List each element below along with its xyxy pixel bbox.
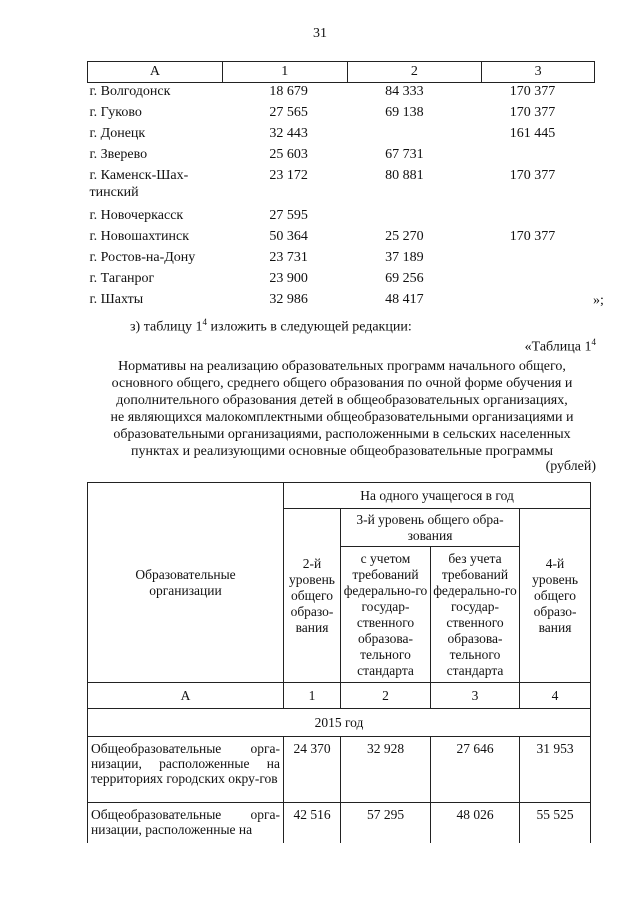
- value-col1: 18 679: [269, 84, 308, 99]
- amendment-sup: 4: [202, 317, 207, 327]
- header-level2: 2-й уровень общего образо-вания: [284, 509, 341, 683]
- header-level3: 3-й уровень общего обра-зования: [341, 509, 520, 547]
- value-col3: [482, 207, 595, 228]
- table-row: [88, 104, 595, 125]
- header-level4: 4-й уровень общего образо-вания: [520, 509, 591, 683]
- column-header: А: [88, 62, 223, 83]
- header-per-student: На одного учащегося в год: [284, 483, 591, 509]
- value-level3-without: 48 026: [431, 803, 520, 843]
- value-col3: 170 377: [509, 105, 556, 120]
- value-col1: 23 900: [269, 271, 308, 286]
- numbering-cell: 1: [284, 683, 341, 709]
- city-name: г. Донецк: [89, 126, 146, 141]
- value-col3: [482, 146, 595, 167]
- value-col2: 37 189: [385, 250, 424, 265]
- value-col1: 27 565: [269, 105, 308, 120]
- municipal-table: [87, 61, 595, 312]
- value-col3: [482, 249, 595, 270]
- table-row: [88, 803, 591, 843]
- table-row: [88, 146, 595, 167]
- city-name: г. Новочеркасск: [89, 208, 184, 223]
- numbering-cell: 3: [431, 683, 520, 709]
- value-col2: 69 256: [385, 271, 424, 286]
- table-row: [88, 207, 595, 228]
- table-row: [88, 228, 595, 249]
- heading-line: не являющихся малокомплектными общеобразовательными организациями и: [110, 410, 574, 425]
- city-name: г. Ростов-на-Дону: [89, 250, 196, 265]
- header-row: [88, 483, 591, 509]
- table-tag: [525, 337, 596, 356]
- numbering-cell: 4: [520, 683, 591, 709]
- city-name: [88, 167, 223, 207]
- value-level3-without: 27 646: [431, 737, 520, 803]
- value-col1: 32 443: [269, 126, 308, 141]
- value-col3: 170 377: [509, 229, 556, 244]
- amendment-text: [130, 317, 412, 336]
- value-col2: 48 417: [385, 292, 424, 307]
- value-col2: 67 731: [385, 147, 424, 162]
- numbering-row: [88, 683, 591, 709]
- header-level3-without-standard: без учета требований федерально-го государ-ственного образова-тельного стандарта: [431, 547, 520, 683]
- table-row: [88, 83, 595, 105]
- org-name: Общеобразовательные орга-низации, расположенные на: [88, 803, 284, 843]
- numbering-cell: 2: [341, 683, 431, 709]
- header-level3-with-standard: с учетом требований федерально-го государ-ственного образова-тельного стандарта: [341, 547, 431, 683]
- value-col3: 170 377: [509, 168, 556, 183]
- city-name-line2: тинский: [89, 185, 139, 200]
- table-row: [88, 737, 591, 803]
- heading-line: образовательными организациями, расположенными в сельских населенных: [113, 427, 571, 442]
- norms-table: [87, 482, 591, 843]
- value-col1: 25 603: [269, 147, 308, 162]
- column-header: 3: [482, 62, 595, 83]
- column-header: 2: [347, 62, 482, 83]
- table-row: [88, 291, 595, 312]
- header-org: Образовательные организации: [88, 483, 284, 683]
- amendment-prefix: з) таблицу 1: [130, 319, 203, 335]
- year-label: 2015 год: [88, 709, 591, 737]
- units-label: (рублей): [545, 459, 596, 474]
- value-col1: 23 172: [269, 168, 308, 183]
- table-heading: [88, 358, 596, 460]
- value-col3: 161 445: [509, 126, 556, 141]
- value-level4: 55 525: [520, 803, 591, 843]
- value-col1: 27 595: [269, 208, 308, 223]
- city-name: г. Волгодонск: [89, 84, 171, 99]
- table-tag-sup: 4: [591, 337, 596, 347]
- city-name: г. Зверево: [89, 147, 148, 162]
- city-name: г. Шахты: [89, 292, 144, 307]
- table-row: [88, 270, 595, 291]
- numbering-cell: А: [88, 683, 284, 709]
- value-level2: 42 516: [284, 803, 341, 843]
- value-col3: 170 377: [509, 84, 556, 99]
- table-header-row: [88, 62, 595, 83]
- value-col2: 69 138: [385, 105, 424, 120]
- value-col3: [482, 291, 595, 312]
- value-col2: 84 333: [385, 84, 424, 99]
- value-col2: [347, 207, 482, 228]
- value-level3-with: 32 928: [341, 737, 431, 803]
- table-row: [88, 249, 595, 270]
- city-name: г. Новошахтинск: [89, 229, 190, 244]
- table-row: [88, 125, 595, 146]
- value-col2: 80 881: [385, 168, 424, 183]
- heading-line: Нормативы на реализацию образовательных программ начального общего,: [118, 359, 566, 374]
- table-row: [88, 167, 595, 207]
- value-col3: [482, 270, 595, 291]
- value-level4: 31 953: [520, 737, 591, 803]
- city-name: г. Гуково: [89, 105, 142, 120]
- value-level3-with: 57 295: [341, 803, 431, 843]
- heading-line: основного общего, среднего общего образования по очной форме обучения и: [111, 376, 573, 391]
- heading-line: дополнительного образования детей в общеобразовательных организациях,: [116, 393, 568, 408]
- table-tag-text: «Таблица 1: [524, 339, 592, 355]
- column-header: 1: [222, 62, 347, 83]
- value-col1: 50 364: [269, 229, 308, 244]
- value-col1: 32 986: [269, 292, 308, 307]
- heading-line: пунктах и реализующими основные общеобразовательные программы: [131, 444, 553, 459]
- city-name: г. Таганрог: [89, 271, 155, 286]
- org-name: Общеобразовательные орга-низации, расположенные на территориях городских окру-гов: [88, 737, 284, 803]
- city-name-line1: г. Каменск-Шах-: [89, 168, 189, 183]
- amendment-suffix: изложить в следующей редакции:: [206, 319, 412, 335]
- value-col2: [347, 125, 482, 146]
- year-row: [88, 709, 591, 737]
- value-col1: 23 731: [269, 250, 308, 265]
- value-col2: 25 270: [385, 229, 424, 244]
- closing-quote-mark: »;: [593, 293, 604, 308]
- value-level2: 24 370: [284, 737, 341, 803]
- page-number: 31: [313, 26, 327, 41]
